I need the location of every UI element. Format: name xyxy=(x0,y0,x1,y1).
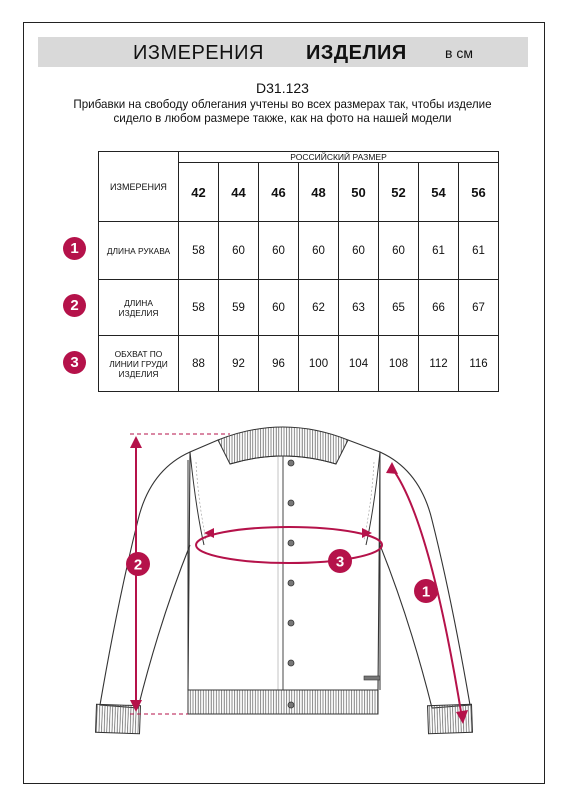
size-header: 46 xyxy=(259,163,299,222)
size-header: 48 xyxy=(299,163,339,222)
size-header: 42 xyxy=(179,163,219,222)
diagram-marker-2 xyxy=(126,552,150,576)
marker-badge-1: 1 xyxy=(63,237,86,260)
table-cell: 104 xyxy=(339,336,379,392)
size-header: 50 xyxy=(339,163,379,222)
table-cell: 92 xyxy=(219,336,259,392)
table-cell: 61 xyxy=(419,222,459,280)
header-units: в см xyxy=(445,45,473,61)
svg-text:3: 3 xyxy=(335,553,345,571)
table-cell: 61 xyxy=(459,222,499,280)
size-header: 54 xyxy=(419,163,459,222)
marker-badge-3: 3 xyxy=(63,351,86,374)
table-cell: 60 xyxy=(339,222,379,280)
header-title-part2: ИЗДЕЛИЯ xyxy=(306,42,407,64)
left-sleeve xyxy=(100,452,190,708)
left-cuff xyxy=(96,704,141,734)
hem-rib xyxy=(188,690,378,714)
table-cell: 60 xyxy=(259,280,299,336)
table-cell: 100 xyxy=(299,336,339,392)
right-cuff xyxy=(428,704,473,734)
diagram-marker-3 xyxy=(328,549,352,573)
svg-text:2: 2 xyxy=(133,556,143,574)
table-cell: 65 xyxy=(379,280,419,336)
header-title-part1: ИЗМЕРЕНИЯ xyxy=(133,42,264,64)
size-header: 44 xyxy=(219,163,259,222)
measure-length xyxy=(130,434,230,714)
table-cell: 60 xyxy=(299,222,339,280)
buttons xyxy=(288,460,294,708)
diagram-marker-1 xyxy=(414,579,438,603)
table-cell: 112 xyxy=(419,336,459,392)
table-cell: 63 xyxy=(339,280,379,336)
table-cell: 58 xyxy=(179,222,219,280)
table-cell: 59 xyxy=(219,280,259,336)
table-cell: 67 xyxy=(459,280,499,336)
table-cell: 96 xyxy=(259,336,299,392)
table-cell: 62 xyxy=(299,280,339,336)
label-tag xyxy=(364,676,380,680)
table-cell: 108 xyxy=(379,336,419,392)
size-system-header: РОССИЙСКИЙ РАЗМЕР xyxy=(179,152,499,163)
product-code: D31.123 xyxy=(256,80,309,96)
size-header: 56 xyxy=(459,163,499,222)
table-cell: 58 xyxy=(179,280,219,336)
measurement-header: ИЗМЕРЕНИЯ xyxy=(99,152,179,222)
table-cell: 88 xyxy=(179,336,219,392)
table-cell: 116 xyxy=(459,336,499,392)
marker-badge-2: 2 xyxy=(63,294,86,317)
table-cell: 60 xyxy=(219,222,259,280)
row-label: ДЛИНА РУКАВА xyxy=(99,222,179,280)
row-label: ОБХВАТ ПО ЛИНИИ ГРУДИ ИЗДЕЛИЯ xyxy=(99,336,179,392)
table-cell: 60 xyxy=(379,222,419,280)
size-header: 52 xyxy=(379,163,419,222)
svg-text:1: 1 xyxy=(421,583,431,601)
fit-note: Прибавки на свободу облегания учтены во всех размерах так, чтобы изделие сидело в любом размере также, как на фото на нашей модели xyxy=(73,98,492,125)
table-cell: 66 xyxy=(419,280,459,336)
row-label: ДЛИНА ИЗДЕЛИЯ xyxy=(99,280,179,336)
table-cell: 60 xyxy=(259,222,299,280)
